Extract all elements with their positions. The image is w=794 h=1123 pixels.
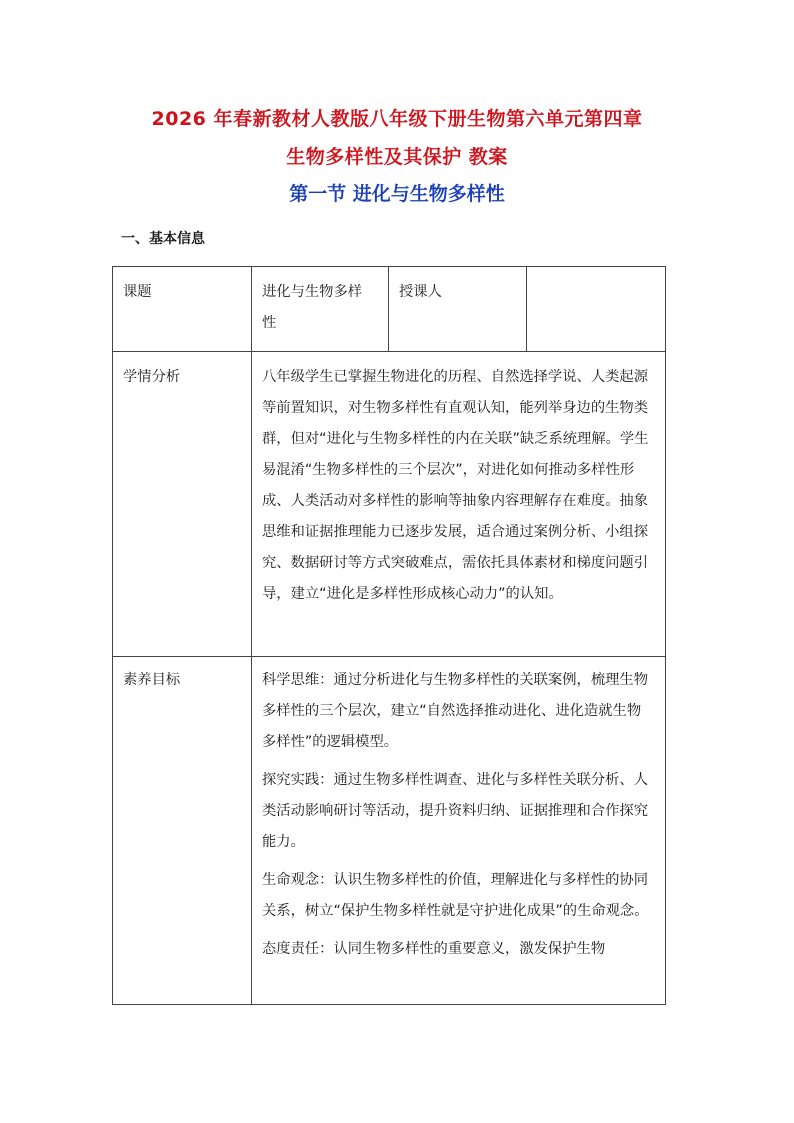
teacher-label: 授课人: [389, 267, 527, 352]
topic-label: 课题: [113, 267, 252, 352]
goal-scientific-thinking: 科学思维：通过分析进化与生物多样性的关联案例，梳理生物多样性的三个层次，建立“自然选择推动进化、进化造就生物多样性”的逻辑模型。: [262, 672, 649, 750]
topic-value: 进化与生物多样性: [252, 267, 389, 352]
document-title-line-2: 生物多样性及其保护 教案: [286, 146, 508, 168]
basic-info-heading: 一、基本信息: [121, 231, 205, 247]
learner-analysis-label: 学情分析: [113, 352, 252, 657]
section-subtitle: 第一节 进化与生物多样性: [289, 183, 505, 205]
goal-life-concept: 生命观念：认识生物多样性的价值，理解进化与多样性的协同关系，树立“保护生物多样性就是守护进化成果”的生命观念。: [262, 872, 649, 919]
basic-info-table: [112, 266, 666, 1005]
table-row-competency-goals: [113, 657, 666, 1005]
teacher-value: [527, 267, 666, 352]
table-row-topic: [113, 267, 666, 352]
document-title-line-1: 2026 年春新教材人教版八年级下册生物第六单元第四章: [151, 108, 643, 130]
table-row-learner-analysis: [113, 352, 666, 657]
learner-analysis-content: 八年级学生已掌握生物进化的历程、自然选择学说、人类起源等前置知识，对生物多样性有直观认知，能列举身边的生物类群，但对“进化与生物多样性的内在关联”缺乏系统理解。学生易混淆“生物多样性的三个层次”，对进化如何推动多样性形成、人类活动对多样性的影响等抽象内容理解存在难度。抽象思维和证据推理能力已逐步发展，适合通过案例分析、小组探究、数据研讨等方式突破难点，需依托具体素材和梯度问题引导，建立“进化是多样性形成核心动力”的认知。: [252, 352, 666, 657]
competency-goals-content: [252, 657, 666, 1005]
goal-attitude-responsibility: 态度责任：认同生物多样性的重要意义，激发保护生物: [262, 941, 606, 957]
competency-goals-label: 素养目标: [113, 657, 252, 1005]
goal-inquiry-practice: 探究实践：通过生物多样性调查、进化与多样性关联分析、人类活动影响研讨等活动，提升资料归纳、证据推理和合作探究能力。: [262, 772, 649, 850]
